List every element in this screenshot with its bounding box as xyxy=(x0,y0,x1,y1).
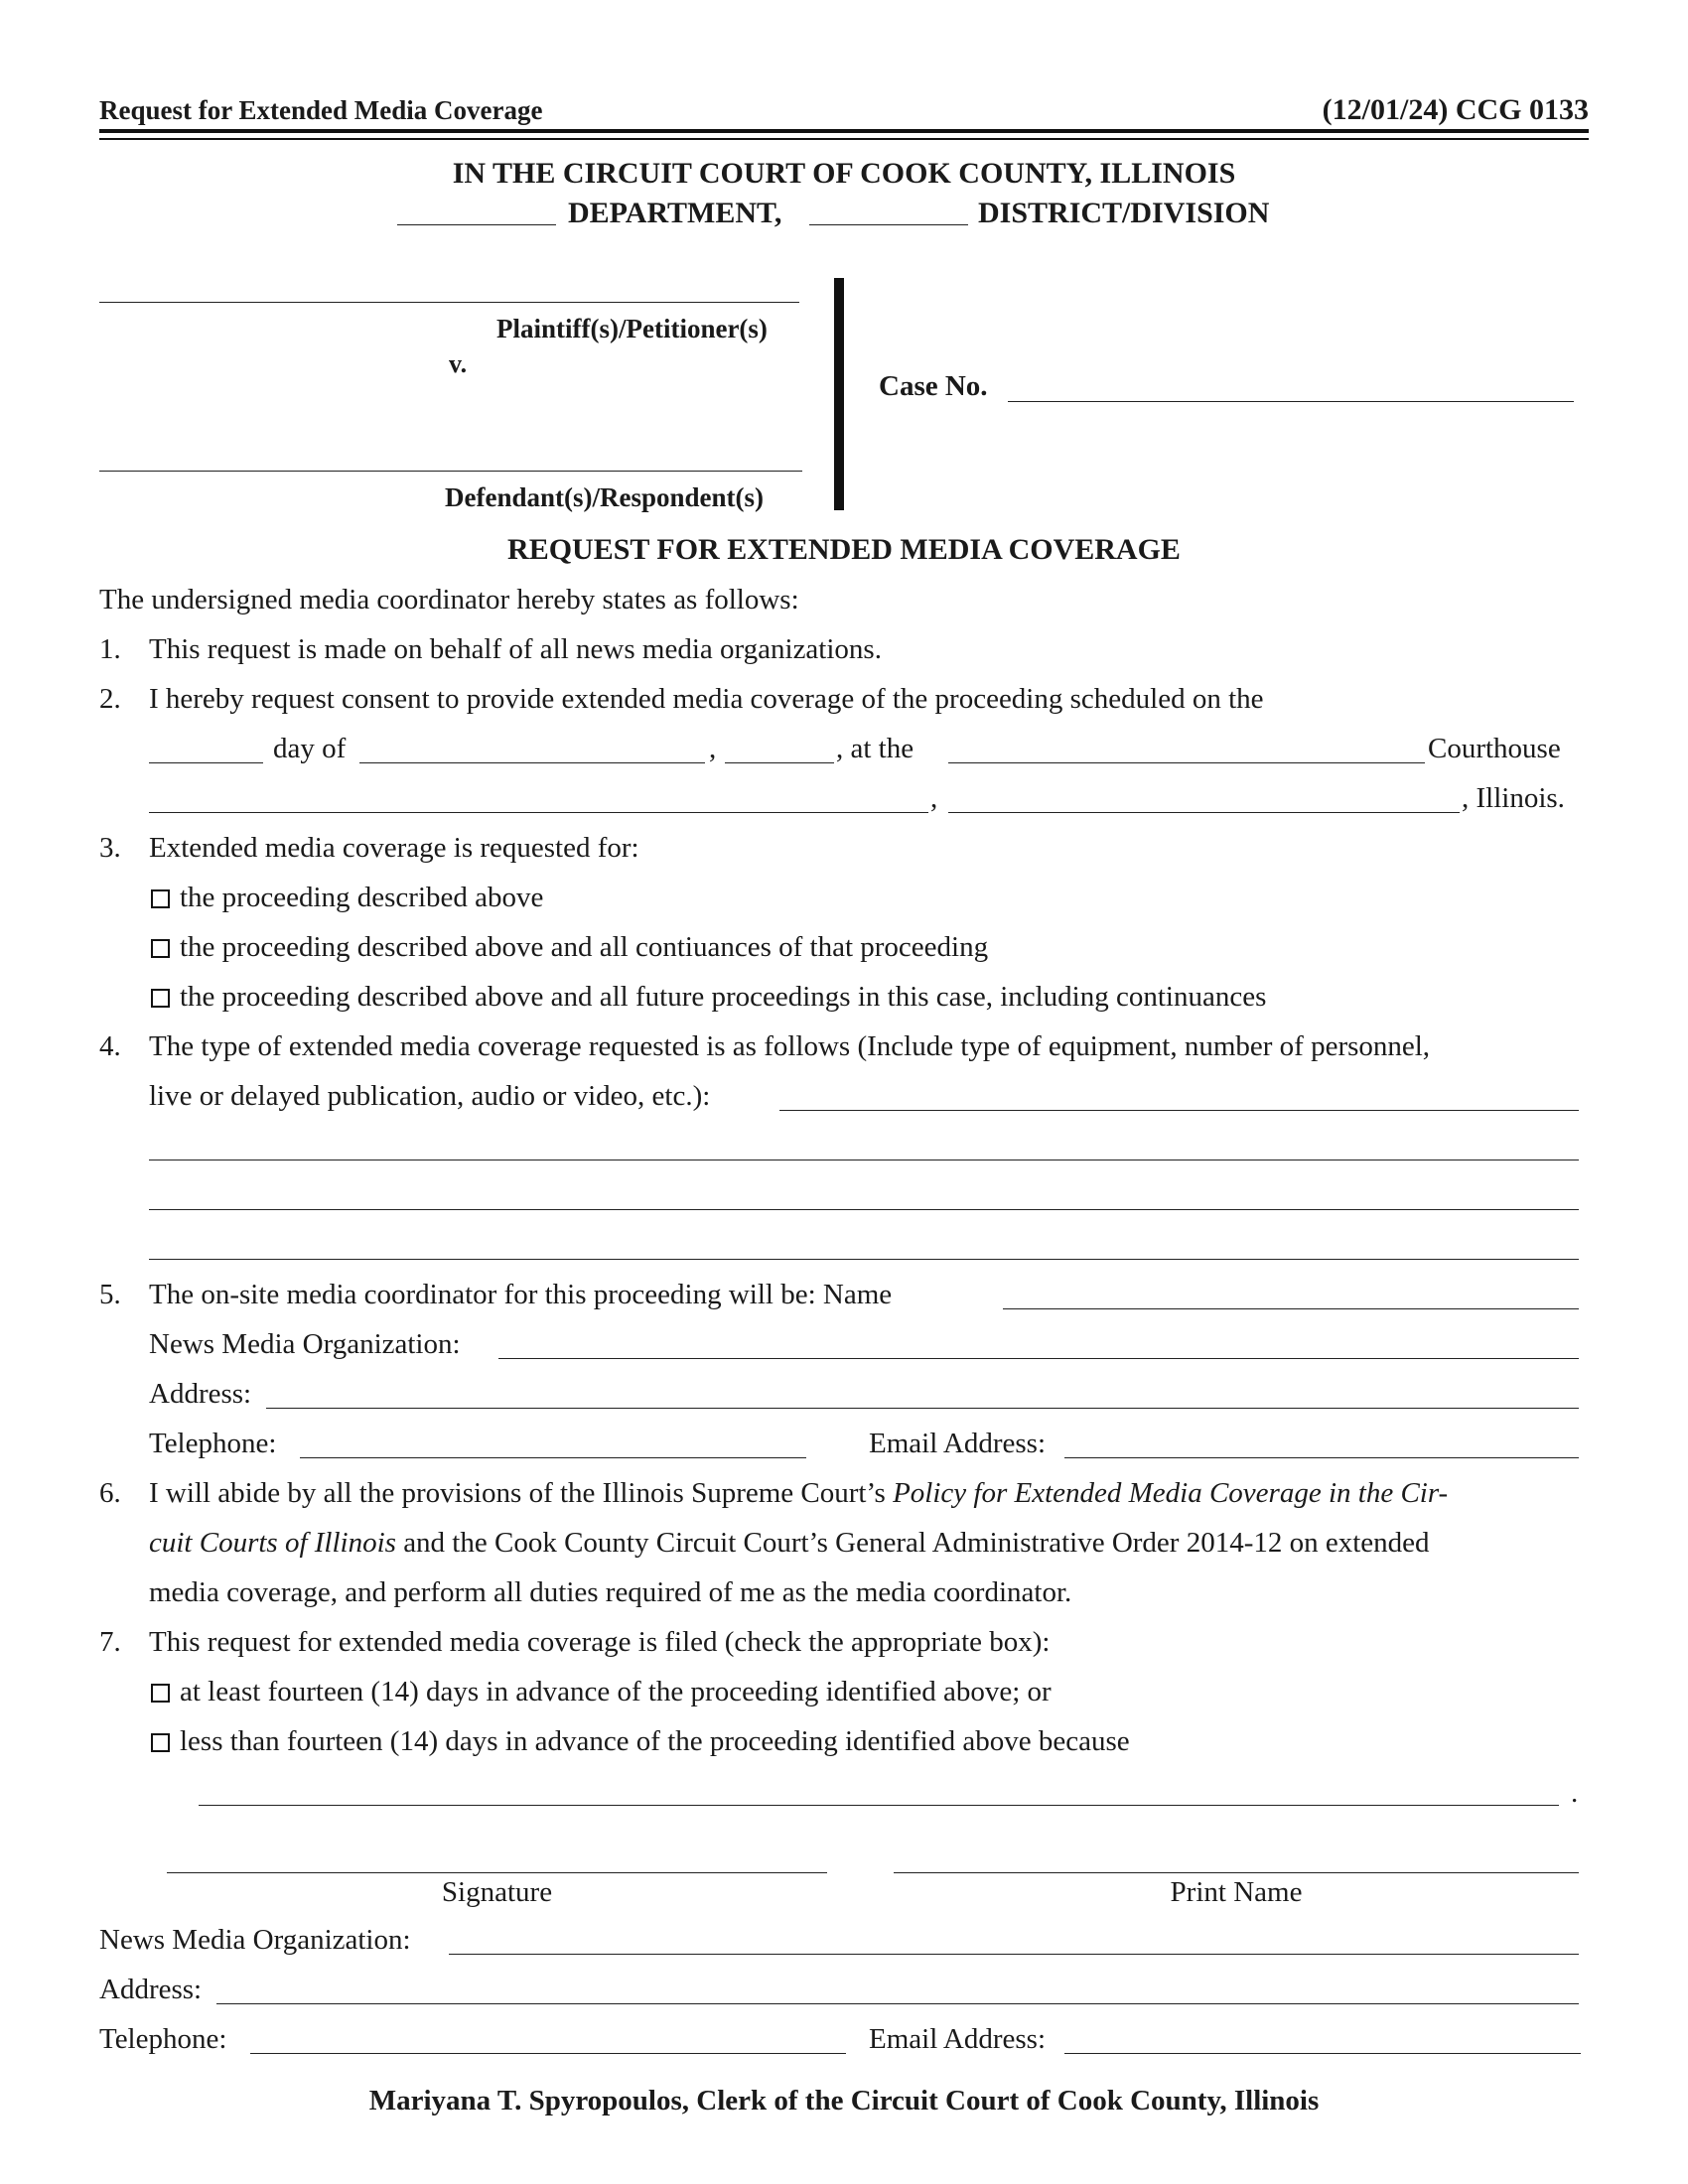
item-6-line-1: I will abide by all the provisions of the Illinois Supreme Court’s Policy for Extended Media Coverage in the Cir- xyxy=(149,1477,1449,1509)
item-5-number: 5. xyxy=(99,1279,121,1310)
address-comma: , xyxy=(930,782,938,814)
illinois-label: , Illinois. xyxy=(1462,782,1565,814)
item-2-number: 2. xyxy=(99,683,121,715)
item-5-text: The on-site media coordinator for this proceeding will be: Name xyxy=(149,1279,893,1310)
checkbox-icon[interactable] xyxy=(151,1684,170,1703)
versus-label: v. xyxy=(449,349,468,378)
courthouse-name-blank[interactable] xyxy=(948,762,1425,763)
item-4-number: 4. xyxy=(99,1030,121,1062)
coordinator-address-label: Address: xyxy=(149,1378,252,1410)
header-form-name: Request for Extended Media Coverage xyxy=(99,95,543,125)
month-comma: , xyxy=(709,733,717,764)
coordinator-telephone-blank[interactable] xyxy=(300,1457,806,1458)
department-label: DEPARTMENT, xyxy=(568,197,782,229)
court-title: IN THE CIRCUIT COURT OF COOK COUNTY, ILLINOIS xyxy=(452,157,1236,190)
district-blank[interactable] xyxy=(809,224,968,225)
signer-email-label: Email Address: xyxy=(869,2023,1047,2055)
signer-org-label: News Media Organization: xyxy=(99,1924,411,1956)
signer-email-blank[interactable] xyxy=(1064,2053,1581,2054)
coverage-type-blank-3[interactable] xyxy=(149,1209,1579,1210)
header-form-code: (12/01/24) CCG 0133 xyxy=(1322,93,1589,126)
item-1-text: This request is made on behalf of all news media organizations. xyxy=(149,633,882,665)
signer-telephone-blank[interactable] xyxy=(250,2053,846,2054)
checkbox-icon[interactable] xyxy=(151,889,170,908)
coordinator-org-blank[interactable] xyxy=(498,1358,1579,1359)
city-blank[interactable] xyxy=(948,812,1460,813)
item-4-line-1: The type of extended media coverage requested is as follows (Include type of equipment, number of personnel, xyxy=(149,1030,1431,1062)
signature-blank[interactable] xyxy=(167,1872,827,1873)
coordinator-address-blank[interactable] xyxy=(266,1408,1579,1409)
caption-divider xyxy=(834,278,844,510)
coordinator-email-blank[interactable] xyxy=(1064,1457,1579,1458)
plaintiff-label: Plaintiff(s)/Petitioner(s) xyxy=(496,314,768,343)
form-title: REQUEST FOR EXTENDED MEDIA COVERAGE xyxy=(507,533,1181,566)
coverage-type-blank-1[interactable] xyxy=(779,1110,1579,1111)
item-1-number: 1. xyxy=(99,633,121,665)
case-number-blank[interactable] xyxy=(1008,401,1574,402)
item-3-number: 3. xyxy=(99,832,121,864)
checkbox-icon[interactable] xyxy=(151,939,170,958)
day-of-label: day of xyxy=(273,733,347,764)
district-label: DISTRICT/DIVISION xyxy=(978,197,1270,229)
item-6-number: 6. xyxy=(99,1477,121,1509)
item-6-line-2: cuit Courts of Illinois and the Cook County Circuit Court’s General Administrative Order 2014-12 on extended xyxy=(149,1527,1430,1559)
coordinator-org-label: News Media Organization: xyxy=(149,1328,461,1360)
print-name-blank[interactable] xyxy=(894,1872,1579,1873)
month-blank[interactable] xyxy=(359,762,705,763)
signer-address-blank[interactable] xyxy=(216,2003,1579,2004)
signature-label: Signature xyxy=(441,1876,553,1908)
item-7-text: This request for extended media coverage is filed (check the appropriate box): xyxy=(149,1626,1051,1658)
coverage-option-3[interactable]: the proceeding described above and all future proceedings in this case, including continuances xyxy=(151,981,1266,1014)
filing-option-2[interactable]: less than fourteen (14) days in advance of the proceeding identified above because xyxy=(151,1725,1130,1758)
coordinator-telephone-label: Telephone: xyxy=(149,1428,277,1459)
coordinator-email-label: Email Address: xyxy=(869,1428,1047,1459)
coverage-option-1[interactable]: the proceeding described above xyxy=(151,882,543,914)
at-the-label: , at the xyxy=(836,733,914,764)
coverage-option-2[interactable]: the proceeding described above and all contiuances of that proceeding xyxy=(151,931,988,964)
defendant-name-blank[interactable] xyxy=(99,471,802,472)
item-2-text: I hereby request consent to provide extended media coverage of the proceeding scheduled on the xyxy=(149,683,1264,715)
coordinator-name-blank[interactable] xyxy=(1003,1308,1579,1309)
department-blank[interactable] xyxy=(397,224,556,225)
courthouse-address-blank[interactable] xyxy=(149,812,928,813)
day-blank[interactable] xyxy=(149,762,263,763)
plaintiff-name-blank[interactable] xyxy=(99,302,799,303)
signer-address-label: Address: xyxy=(99,1974,203,2005)
checkbox-icon[interactable] xyxy=(151,1733,170,1752)
item-7-number: 7. xyxy=(99,1626,121,1658)
item-3-text: Extended media coverage is requested for: xyxy=(149,832,639,864)
signer-org-blank[interactable] xyxy=(449,1954,1579,1955)
defendant-label: Defendant(s)/Respondent(s) xyxy=(445,482,765,512)
courthouse-label: Courthouse xyxy=(1428,733,1561,764)
item-4-line-2: live or delayed publication, audio or video, etc.): xyxy=(149,1080,711,1112)
signer-telephone-label: Telephone: xyxy=(99,2023,227,2055)
filing-option-1[interactable]: at least fourteen (14) days in advance of the proceeding identified above; or xyxy=(151,1676,1052,1708)
item-6-line-3: media coverage, and perform all duties required of me as the media coordinator. xyxy=(149,1576,1072,1608)
reason-blank[interactable] xyxy=(199,1805,1559,1806)
clerk-footer: Mariyana T. Spyropoulos, Clerk of the Circuit Court of Cook County, Illinois xyxy=(368,2085,1320,2116)
year-blank[interactable] xyxy=(725,762,834,763)
case-number-label: Case No. xyxy=(879,370,988,402)
coverage-type-blank-4[interactable] xyxy=(149,1259,1579,1260)
intro-text: The undersigned media coordinator hereby states as follows: xyxy=(99,584,799,615)
print-name-label: Print Name xyxy=(1170,1876,1303,1908)
header-rule-thick xyxy=(99,129,1589,133)
header-rule-thin xyxy=(99,138,1589,140)
reason-period: . xyxy=(1571,1777,1579,1809)
checkbox-icon[interactable] xyxy=(151,989,170,1008)
